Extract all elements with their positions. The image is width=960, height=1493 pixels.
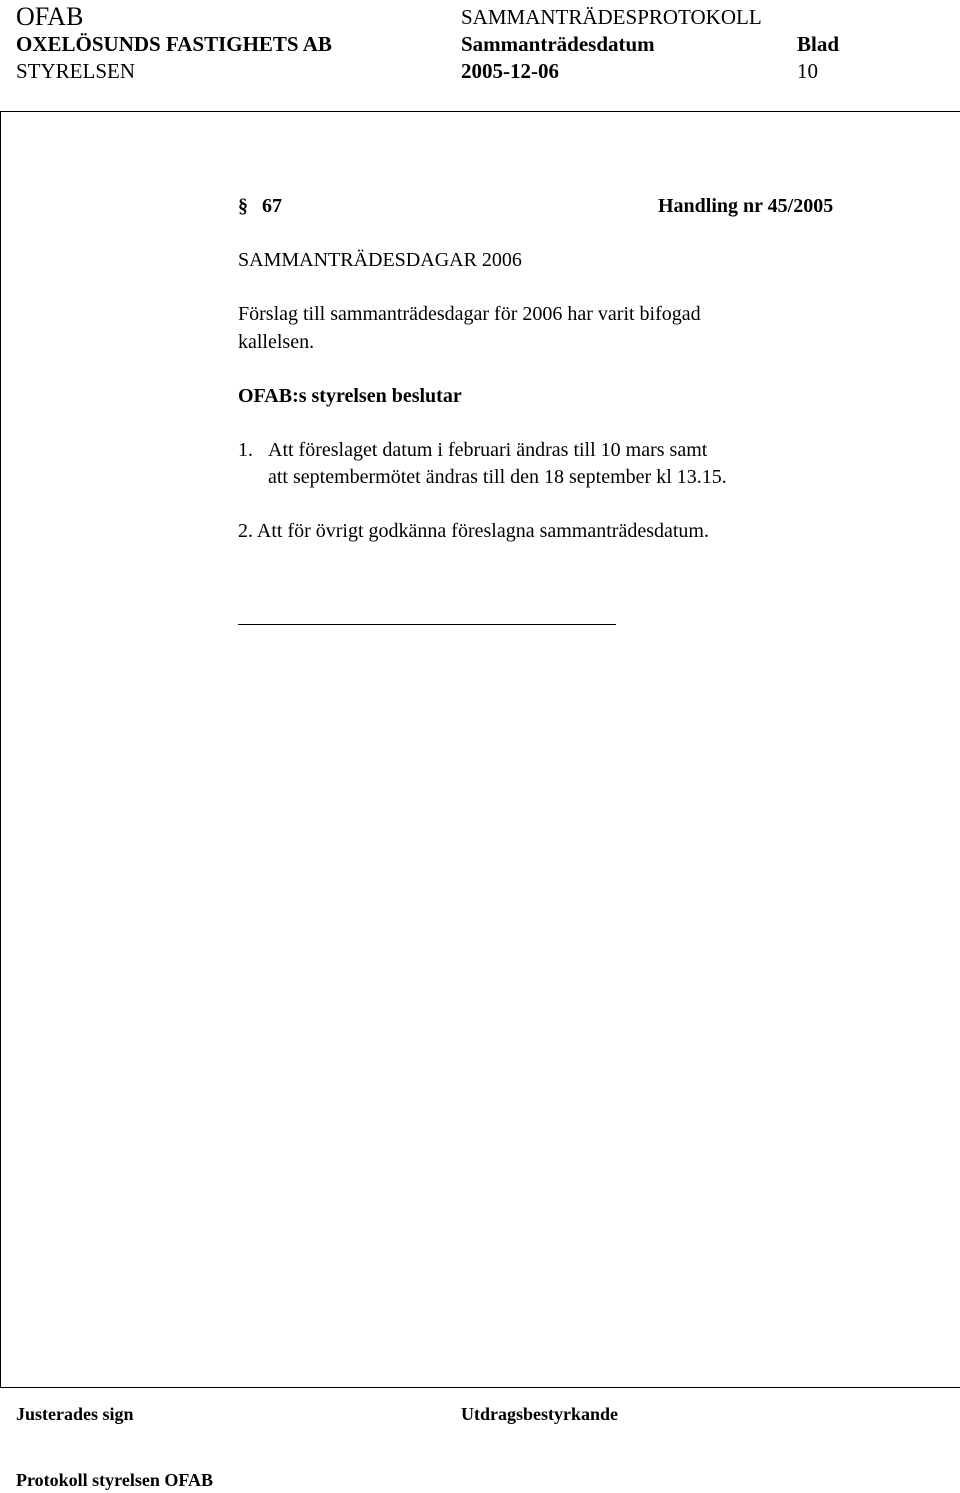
item-number: 67 xyxy=(262,195,282,217)
decision-heading: OFAB:s styrelsen beslutar xyxy=(238,385,462,407)
handling-number: Handling nr 45/2005 xyxy=(658,195,834,217)
decision-1-number: 1. xyxy=(238,439,253,461)
left-margin-line xyxy=(0,112,1,1387)
header-divider xyxy=(0,111,960,112)
footer-divider xyxy=(0,1387,960,1388)
org-short: OFAB xyxy=(16,2,84,31)
decision-2: 2. Att för övrigt godkänna föreslagna sammanträdesdatum. xyxy=(238,520,709,542)
protocol-label: Protokoll styrelsen OFAB xyxy=(16,1470,213,1490)
page-number: 10 xyxy=(797,59,818,83)
intro-line-2: kallelsen. xyxy=(238,331,315,353)
date-label: Sammanträdesdatum xyxy=(461,32,655,56)
sign-label: Justerades sign xyxy=(16,1404,134,1424)
org-full-name: OXELÖSUNDS FASTIGHETS AB xyxy=(16,32,332,56)
document-type: SAMMANTRÄDESPROTOKOLL xyxy=(461,5,762,29)
decision-1-line-1: Att föreslaget datum i februari ändras till 10 mars samt xyxy=(268,439,708,461)
extract-label: Utdragsbestyrkande xyxy=(461,1404,619,1424)
decision-1-line-2: att septembermötet ändras till den 18 september kl 13.15. xyxy=(268,466,727,488)
end-signature-line xyxy=(238,624,616,625)
section-symbol: § xyxy=(238,195,248,217)
intro-line-1: Förslag till sammanträdesdagar för 2006 har varit bifogad xyxy=(238,303,701,325)
board-name: STYRELSEN xyxy=(16,59,136,83)
meeting-date: 2005-12-06 xyxy=(461,59,559,83)
page-label: Blad xyxy=(797,32,840,56)
item-title: SAMMANTRÄDESDAGAR 2006 xyxy=(238,249,522,271)
